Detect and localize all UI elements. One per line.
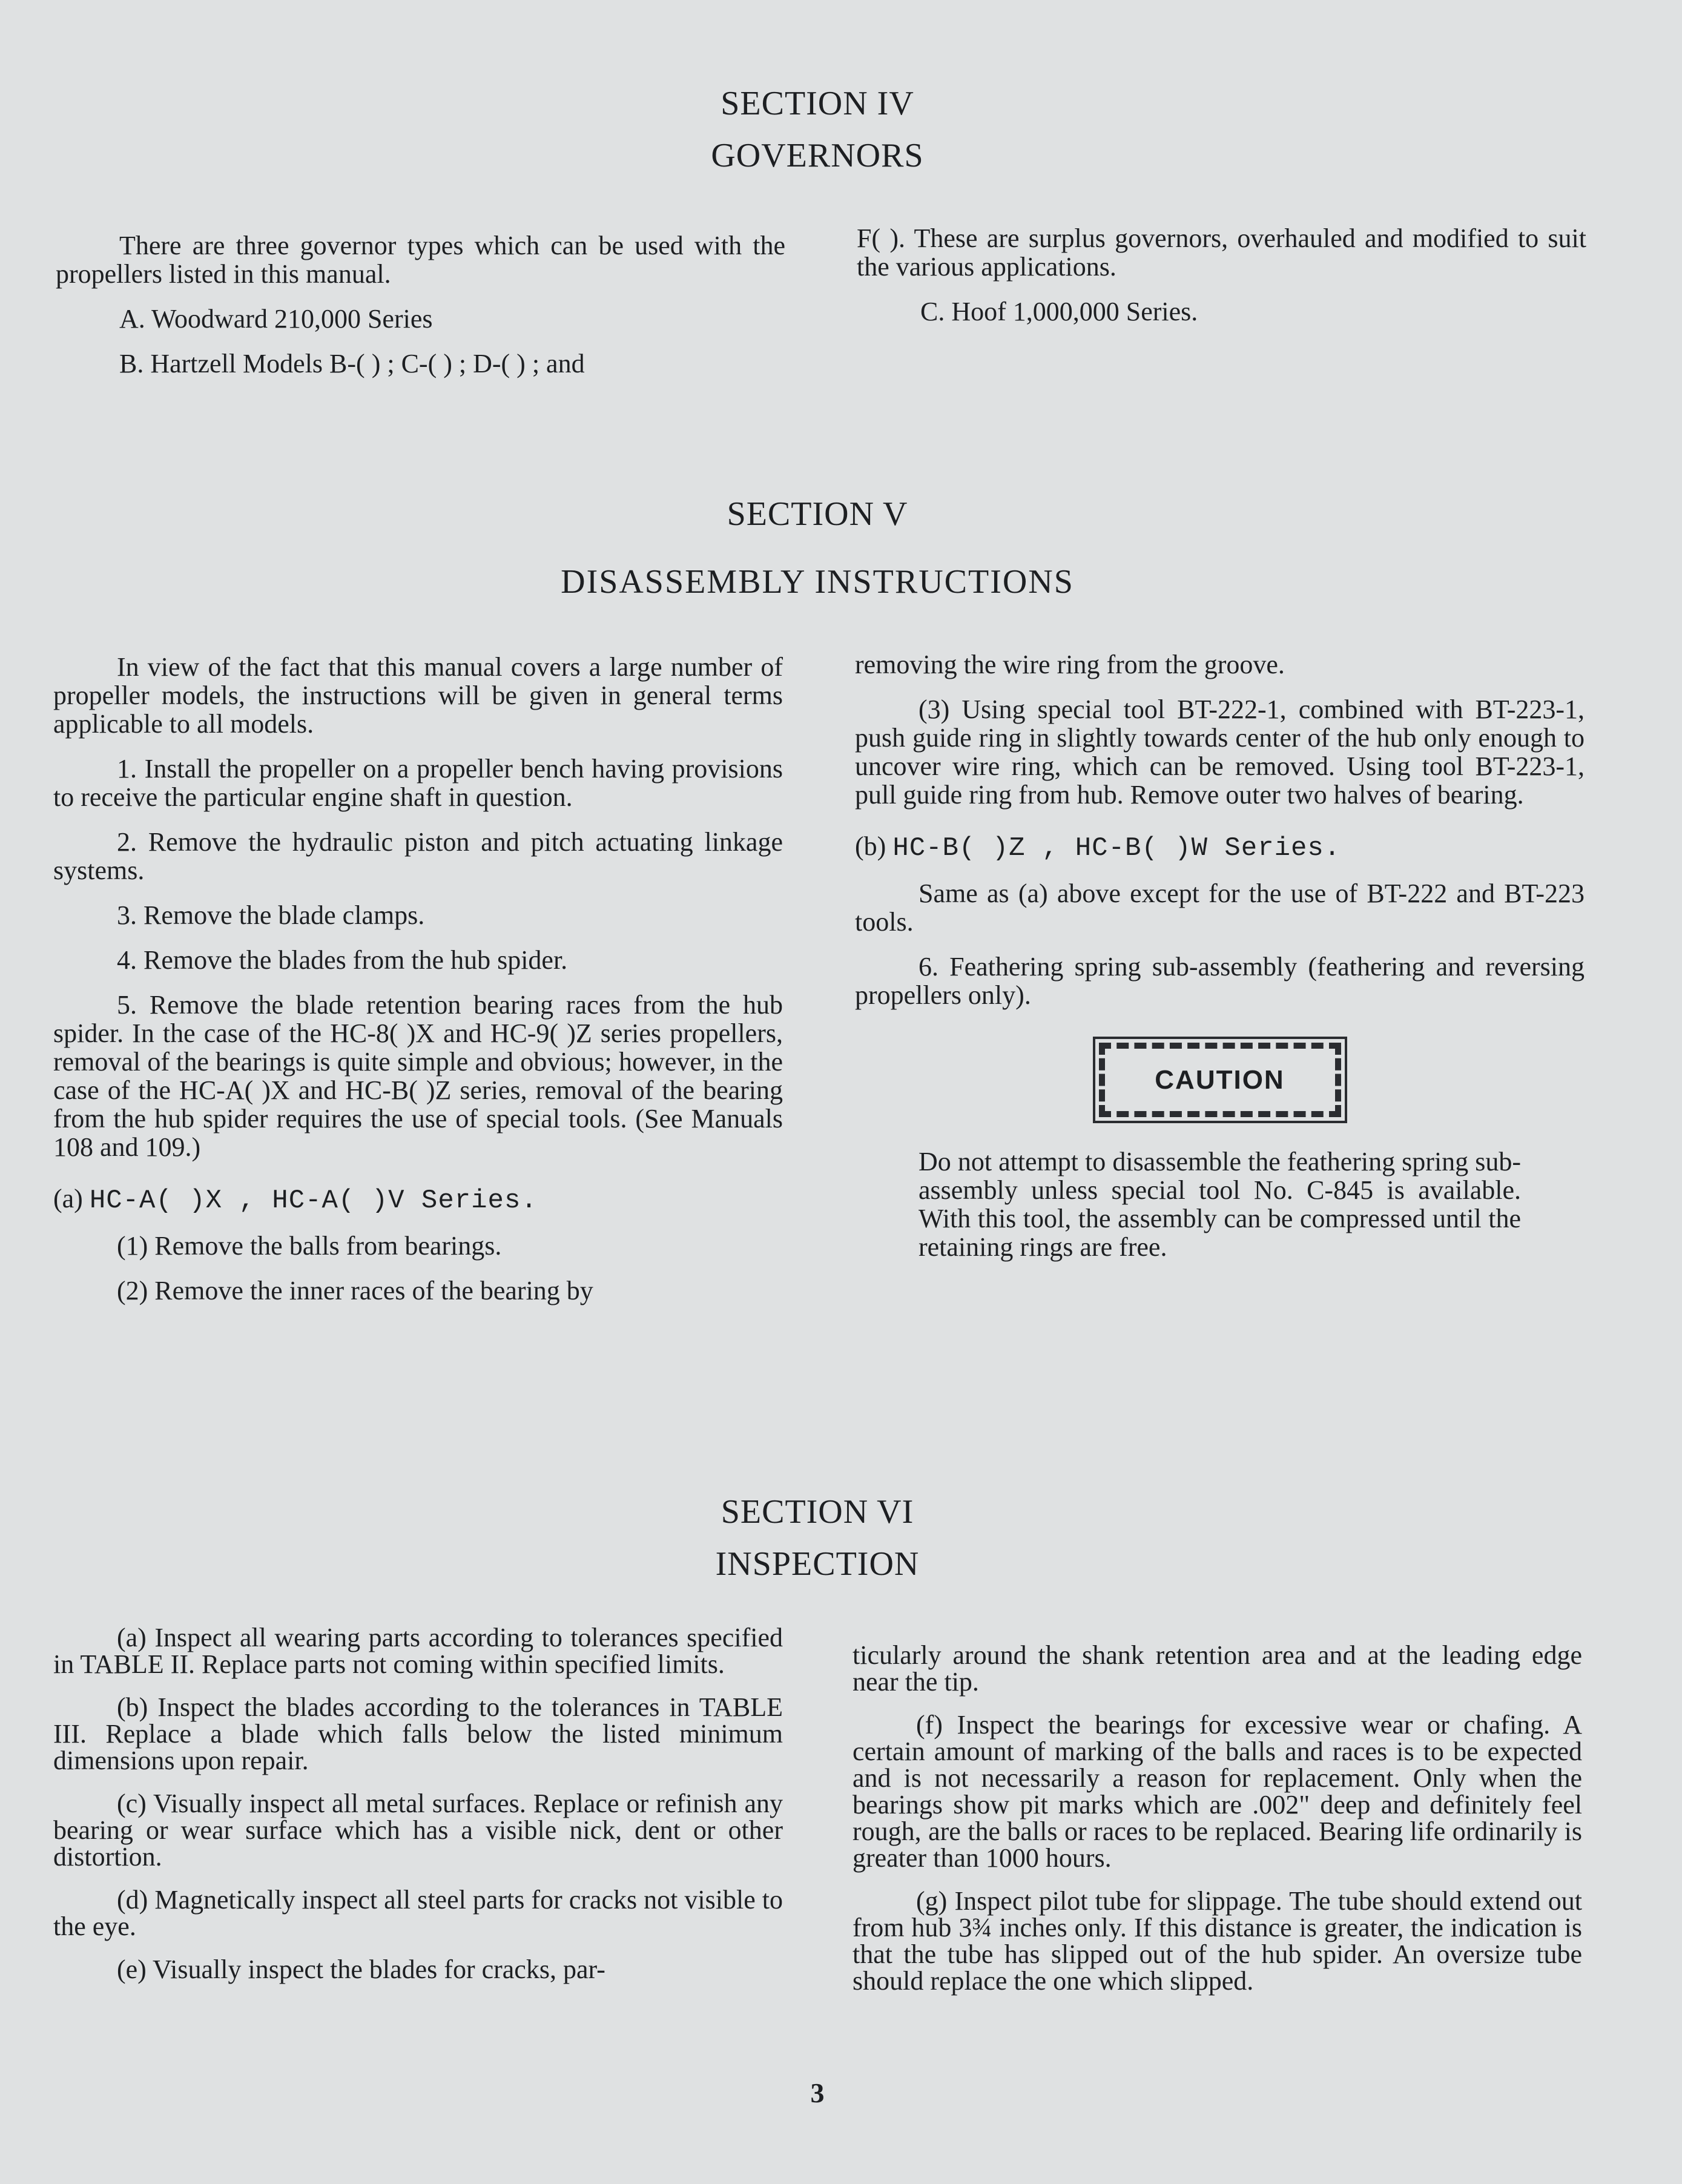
disassembly-sub-b-text: Same as (a) above except for the use of BT-222 and BT-223 tools. [855, 879, 1585, 937]
sub-a-2-continued: removing the wire ring from the groove. [855, 650, 1285, 679]
inspection-g: (g) Inspect pilot tube for slippage. The tube should extend out from hub 3¾ inches only. If this distance is greater, the indication is that the tube has slipped out of the hub spider. An oversize tube should replace the one which slipped. [853, 1886, 1582, 1996]
governor-intro: There are three governor types which can be used with the propellers listed in this manual. [56, 231, 785, 289]
inspection-e: (e) Visually inspect the blades for cracks, par- [117, 1955, 605, 1984]
section-iv-number: SECTION IV [721, 85, 914, 122]
inspection-a: (a) Inspect all wearing parts according to tolerances specified in TABLE II. Replace parts not coming within specified limits. [53, 1623, 783, 1679]
sub-a-label: (a) [53, 1184, 83, 1213]
section-vi-left-column [53, 1625, 783, 1999]
sub-b-title: HC-B( )Z , HC-B( )W Series. [892, 833, 1341, 863]
disassembly-sub-b-heading [855, 832, 1585, 863]
sub-b-label: (b) [855, 831, 886, 861]
disassembly-intro: In view of the fact that this manual covers a large number of propeller models, the instructions will be given in general terms applicable to all models. [53, 652, 783, 739]
section-vi-title: INSPECTION [715, 1545, 920, 1583]
sub-a-title: HC-A( )X , HC-A( )V Series. [89, 1186, 538, 1216]
disassembly-step-2: 2. Remove the hydraulic piston and pitch actuating linkage systems. [53, 827, 783, 885]
inspection-d: (d) Magnetically inspect all steel parts for cracks not visible to the eye. [53, 1885, 783, 1941]
disassembly-step-4: 4. Remove the blades from the hub spider. [117, 945, 568, 975]
disassembly-step-6: 6. Feathering spring sub-assembly (feathering and reversing propellers only). [855, 952, 1585, 1010]
section-v-left-column [53, 653, 783, 1321]
caution-box-wrapper [855, 1043, 1585, 1117]
disassembly-step-5: 5. Remove the blade retention bearing races from the hub spider. In the case of the HC-8( )X and HC-9( )Z series propellers, removal of the bearings is quite simple and obvious; however, in the case of the HC-A( )X and HC-B( )Z series, removal of the bearing from the hub spider requires the use of special tools. (See Manuals 108 and 109.) [53, 990, 783, 1162]
inspection-b: (b) Inspect the blades according to the tolerances in TABLE III. Replace a blade which falls below the listed minimum dimensions upon repair. [53, 1692, 783, 1775]
section-v-right-column [855, 650, 1585, 1278]
disassembly-step-3: 3. Remove the blade clamps. [117, 900, 425, 930]
disassembly-sub-a-2: (2) Remove the inner races of the bearing by [117, 1276, 593, 1305]
governor-type-b-cont: F( ). These are surplus governors, overhauled and modified to suit the various applications. [857, 223, 1586, 282]
disassembly-sub-a-heading [53, 1184, 783, 1215]
governor-type-a: A. Woodward 210,000 Series [119, 304, 433, 334]
section-vi-number: SECTION VI [721, 1493, 914, 1531]
inspection-f: (f) Inspect the bearings for excessive wear or chafing. A certain amount of marking of the balls and races is to be expected and is not necessarily a reason for replacement. Only when the bearings show pit marks which are .002" deep and definitely feel rough, are the balls or races to be replaced. Bearing life ordinarily is greater than 1000 hours. [853, 1710, 1582, 1873]
section-vi-right-column [853, 1642, 1582, 2011]
section-v-number: SECTION V [727, 495, 908, 533]
section-iv-right-column [857, 224, 1586, 342]
inspection-e-continued: ticularly around the shank retention area and at the leading edge near the tip. [853, 1640, 1582, 1697]
disassembly-step-1: 1. Install the propeller on a propeller bench having provisions to receive the particular engine shaft in question. [53, 754, 783, 812]
governor-type-b: B. Hartzell Models B-( ) ; C-( ) ; D-( ) ; and [119, 349, 585, 378]
caution-text: Do not attempt to disassemble the feathering spring sub-assembly unless special tool No. C-845 is available. With this tool, the assembly can be compressed until the retaining rings are free. [919, 1147, 1521, 1262]
page-number: 3 [810, 2077, 825, 2108]
section-v-title: DISASSEMBLY INSTRUCTIONS [561, 563, 1074, 601]
disassembly-sub-a-1: (1) Remove the balls from bearings. [117, 1231, 502, 1261]
caution-badge: CAUTION [1099, 1043, 1341, 1117]
inspection-c: (c) Visually inspect all metal surfaces. Replace or refinish any bearing or wear surface which has a visible nick, dent or other distortion. [53, 1789, 783, 1872]
section-iv-title: GOVERNORS [711, 137, 924, 174]
section-iv-left-column [56, 231, 785, 394]
disassembly-sub-a-3: (3) Using special tool BT-222-1, combined with BT-223-1, push guide ring in slightly towards center of the hub only enough to uncover wire ring, which can be removed. Using tool BT-223-1, pull guide ring from hub. Remove outer two halves of bearing. [855, 694, 1585, 810]
governor-type-c: C. Hoof 1,000,000 Series. [920, 297, 1198, 326]
